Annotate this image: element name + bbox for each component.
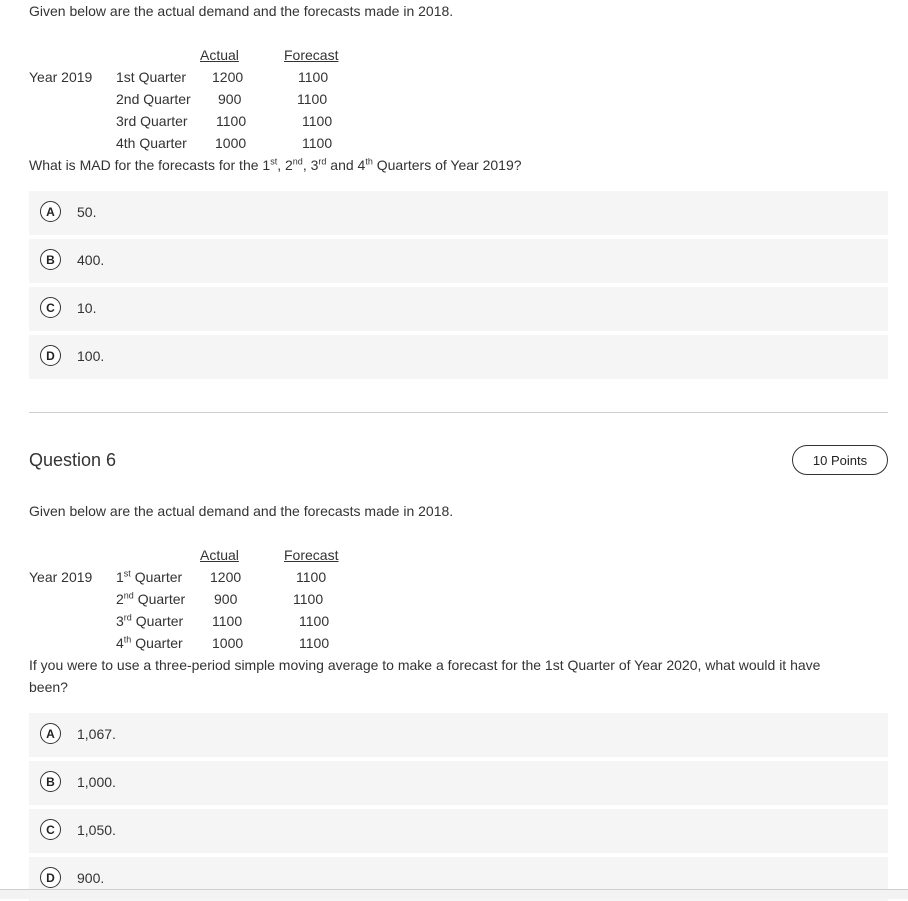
q5-col-actual: Actual [200, 47, 239, 63]
option-text: 1,067. [77, 726, 116, 742]
option-letter-badge: D [40, 345, 61, 366]
q6-row-forecast: 1100 [296, 569, 327, 585]
q6-year-label: Year 2019 [29, 569, 93, 585]
option-letter-badge: C [40, 297, 61, 318]
q5-row-quarter: 1st Quarter [116, 69, 187, 85]
q6-col-forecast: Forecast [284, 547, 339, 563]
q6-option-b[interactable] [29, 761, 888, 805]
q5-row-quarter: 2nd Quarter [116, 91, 191, 107]
q6-row-quarter: 2nd Quarter [116, 590, 186, 607]
q6-row-actual: 900 [214, 591, 238, 607]
q5-row-actual: 1000 [215, 135, 247, 151]
option-letter-badge: D [40, 867, 61, 888]
q5-year-label: Year 2019 [29, 69, 93, 85]
q6-col-actual: Actual [200, 547, 239, 563]
option-text: 50. [77, 204, 97, 220]
q6-row-quarter: 4th Quarter [116, 634, 183, 651]
option-letter-badge: B [40, 249, 61, 270]
q6-row-quarter: 3rd Quarter [116, 612, 184, 629]
q5-row-forecast: 1100 [302, 135, 333, 151]
option-text: 100. [77, 348, 105, 364]
q5-option-b[interactable] [29, 239, 888, 283]
option-letter-badge: C [40, 819, 61, 840]
option-letter-badge: A [40, 723, 61, 744]
q6-intro: Given below are the actual demand and the forecasts made in 2018. [29, 503, 454, 519]
q6-option-c[interactable] [29, 809, 888, 853]
q5-intro: Given below are the actual demand and the forecasts made in 2018. [29, 3, 454, 19]
q5-row-forecast: 1100 [302, 113, 333, 129]
q5-col-forecast: Forecast [284, 47, 339, 63]
option-text: 1,050. [77, 822, 116, 838]
option-text: 900. [77, 870, 105, 886]
q5-row-quarter: 3rd Quarter [116, 113, 188, 129]
q5-row-actual: 900 [218, 91, 242, 107]
option-letter-badge: A [40, 201, 61, 222]
q5-prompt: What is MAD for the forecasts for the 1st, 2nd, 3rd and 4th Quarters of Year 2019? [29, 156, 522, 173]
option-text: 1,000. [77, 774, 116, 790]
q6-row-forecast: 1100 [299, 613, 330, 629]
option-text: 10. [77, 300, 97, 316]
q6-row-forecast: 1100 [299, 635, 330, 651]
points-badge: 10 Points [792, 445, 888, 475]
q6-prompt-line2: been? [29, 679, 68, 695]
q6-row-quarter: 1st Quarter [116, 568, 183, 585]
q5-row-forecast: 1100 [298, 69, 329, 85]
q6-row-actual: 1200 [210, 569, 242, 585]
q5-row-actual: 1100 [216, 113, 247, 129]
question-divider [29, 412, 888, 413]
option-text: 400. [77, 252, 105, 268]
q6-prompt-line1: If you were to use a three-period simple moving average to make a forecast for the 1st Quarter of Year 2020, what would it have [29, 657, 821, 673]
q5-row-forecast: 1100 [297, 91, 328, 107]
q6-row-actual: 1000 [212, 635, 244, 651]
q5-row-actual: 1200 [212, 69, 244, 85]
q6-row-actual: 1100 [212, 613, 243, 629]
option-letter-badge: B [40, 771, 61, 792]
q5-option-d[interactable] [29, 335, 888, 379]
q6-option-a[interactable] [29, 713, 888, 757]
q5-row-quarter: 4th Quarter [116, 135, 187, 151]
question-title: Question 6 [29, 450, 117, 470]
q6-row-forecast: 1100 [293, 591, 324, 607]
q5-option-a[interactable] [29, 191, 888, 235]
q5-option-c[interactable] [29, 287, 888, 331]
